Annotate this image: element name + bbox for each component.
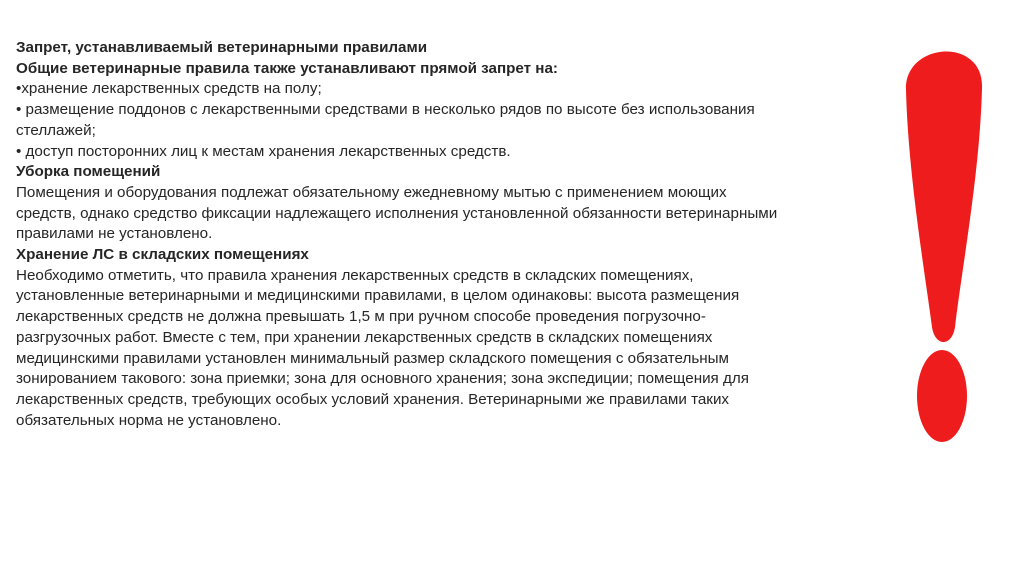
paragraph-line: разгрузочных работ. Вместе с тем, при хранении лекарственных средств в складских помещениях <box>16 328 713 346</box>
exclamation-bar <box>906 51 982 342</box>
paragraph-line: лекарственных средств, требующих особых условий хранения. Ветеринарными же правилами таких <box>16 390 730 408</box>
paragraph-line: Помещения и оборудования подлежат обязательному ежедневному мытью с применением моющих <box>16 183 727 201</box>
subheading-general-rules: Общие ветеринарные правила также устанавливают прямой запрет на: <box>16 59 558 77</box>
paragraph-line: обязательных норма не установлено. <box>16 411 282 429</box>
heading-warehouse-storage: Хранение ЛС в складских помещениях <box>16 246 309 264</box>
slide-text <box>16 38 896 431</box>
bullet-pallets-cont: стеллажей; <box>16 121 96 139</box>
paragraph-line: установленные ветеринарными и медицинскими правилами, в целом одинаковы: высота размещения <box>16 287 740 305</box>
paragraph-line: правилами не установлено. <box>16 225 213 243</box>
paragraph-line: зонированием такового: зона приемки; зона для основного хранения; зона экспедиции; помещения для <box>16 370 749 388</box>
heading-prohibition: Запрет, устанавливаемый ветеринарными правилами <box>16 39 428 56</box>
paragraph-line: медицинскими правилами установлен минимальный размер складского помещения с обязательным <box>16 349 730 367</box>
paragraph-line: средств, однако средство фиксации надлежащего исполнения установленной обязанности ветеринарными <box>16 204 778 222</box>
bullet-pallets: • размещение поддонов с лекарственными средствами в несколько рядов по высоте без использования <box>16 101 755 119</box>
bullet-floor-storage: •хранение лекарственных средств на полу; <box>16 80 322 98</box>
heading-cleaning: Уборка помещений <box>16 163 161 181</box>
bullet-access: • доступ посторонних лиц к местам хранения лекарственных средств. <box>16 142 511 160</box>
exclamation-icon <box>896 22 991 534</box>
paragraph-line: лекарственных средств не должна превышать 1,5 м при ручном способе проведения погрузочно- <box>16 308 706 326</box>
paragraph-line: Необходимо отметить, что правила хранения лекарственных средств в складских помещениях, <box>16 266 694 284</box>
exclamation-dot <box>917 350 967 442</box>
